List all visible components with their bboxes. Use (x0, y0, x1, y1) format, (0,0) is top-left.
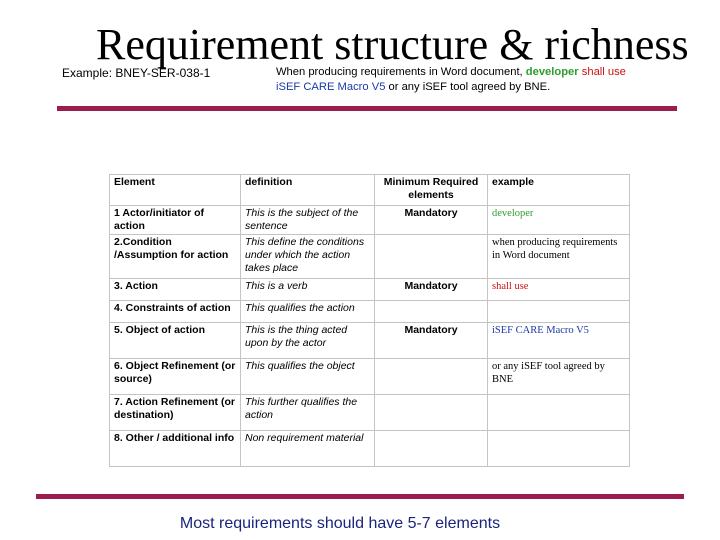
header-example: example (488, 175, 630, 206)
minimum-required-cell (375, 235, 488, 279)
table-header-row (110, 175, 630, 206)
example-cell: shall use (488, 279, 630, 301)
example-sentence (276, 65, 676, 95)
minimum-required-cell: Mandatory (375, 206, 488, 235)
top-divider-bar (57, 106, 677, 111)
definition-cell: This qualifies the object (241, 359, 375, 395)
header-definition: definition (241, 175, 375, 206)
element-cell: 8. Other / additional info (110, 431, 241, 467)
footer-note: Most requirements should have 5-7 elements (179, 515, 501, 532)
example-cell: developer (488, 206, 630, 235)
example-sentence-part1: When producing requirements in Word document, (276, 66, 526, 78)
requirement-structure-table (109, 174, 630, 467)
table-row (110, 359, 630, 395)
table-row (110, 301, 630, 323)
element-cell: 5. Object of action (110, 323, 241, 359)
element-cell: 7. Action Refinement (or destination) (110, 395, 241, 431)
element-cell: 4. Constraints of action (110, 301, 241, 323)
definition-cell: Non requirement material (241, 431, 375, 467)
example-sentence-shall-use: shall use (581, 66, 626, 78)
definition-cell: This define the conditions under which the action takes place (241, 235, 375, 279)
table-row (110, 279, 630, 301)
definition-cell: This is a verb (241, 279, 375, 301)
definition-cell: This qualifies the action (241, 301, 375, 323)
table-row (110, 323, 630, 359)
example-sentence-rest: or any iSEF tool agreed by BNE. (385, 81, 551, 93)
minimum-required-cell: Mandatory (375, 323, 488, 359)
example-cell (488, 301, 630, 323)
table-row (110, 235, 630, 279)
minimum-required-cell (375, 301, 488, 323)
example-cell: or any iSEF tool agreed by BNE (488, 359, 630, 395)
minimum-required-cell: Mandatory (375, 279, 488, 301)
header-minimum-required: Minimum Required elements (375, 175, 488, 206)
definition-cell: This is the thing acted upon by the actor (241, 323, 375, 359)
definition-cell: This further qualifies the action (241, 395, 375, 431)
example-cell (488, 431, 630, 467)
header-element: Element (110, 175, 241, 206)
element-cell: 6. Object Refinement (or source) (110, 359, 241, 395)
bottom-divider-bar (36, 494, 684, 499)
example-cell: when producing requirements in Word document (488, 235, 630, 279)
definition-cell: This is the subject of the sentence (241, 206, 375, 235)
element-cell: 1 Actor/initiator of action (110, 206, 241, 235)
minimum-required-cell (375, 359, 488, 395)
table-row (110, 206, 630, 235)
minimum-required-cell (375, 395, 488, 431)
table-row (110, 395, 630, 431)
element-cell: 3. Action (110, 279, 241, 301)
example-cell (488, 395, 630, 431)
minimum-required-cell (375, 431, 488, 467)
example-id: Example: BNEY-SER-038-1 (62, 66, 211, 80)
table-row (110, 431, 630, 467)
example-cell: iSEF CARE Macro V5 (488, 323, 630, 359)
example-sentence-developer: developer (525, 66, 579, 78)
example-sentence-tool: iSEF CARE Macro V5 (276, 81, 386, 93)
slide-title: Requirement structure & richness (96, 20, 689, 69)
element-cell: 2.Condition /Assumption for action (110, 235, 241, 279)
